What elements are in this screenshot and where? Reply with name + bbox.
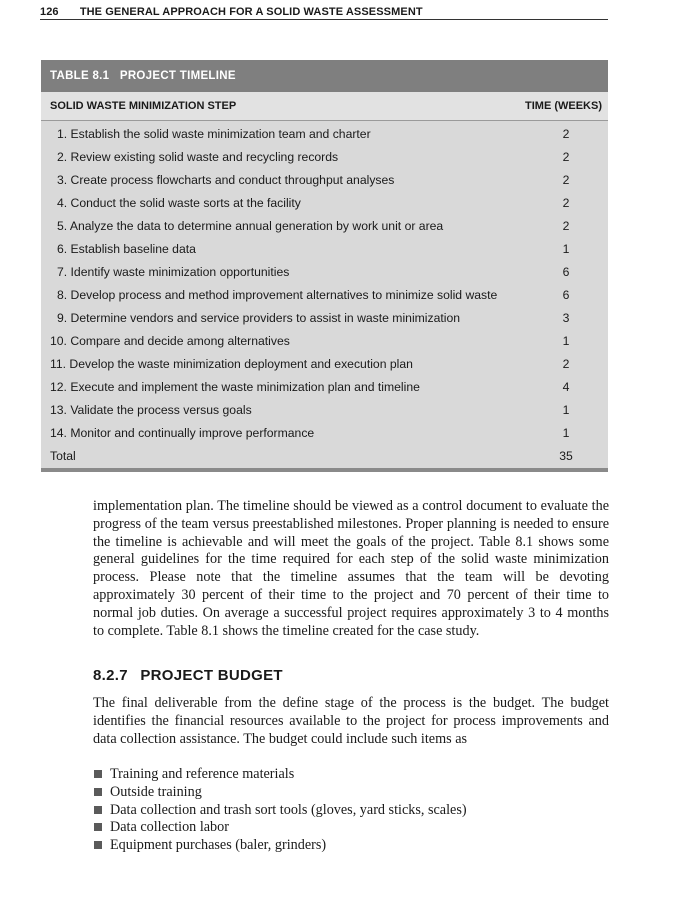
step-cell: 2. Review existing solid waste and recycling records — [57, 150, 339, 164]
step-cell: 3. Create process flowcharts and conduct throughput analyses — [57, 173, 395, 187]
square-bullet-icon — [94, 770, 102, 778]
time-cell: 6 — [562, 265, 570, 279]
step-cell: 8. Develop process and method improvement alternatives to minimize solid waste — [57, 288, 498, 302]
list-item-text: Data collection labor — [110, 819, 229, 836]
budget-items-list — [93, 766, 467, 855]
step-cell: 7. Identify waste minimization opportunities — [57, 265, 290, 279]
step-cell: 4. Conduct the solid waste sorts at the facility — [57, 196, 301, 210]
list-item — [93, 784, 467, 802]
time-cell: 2 — [562, 219, 570, 233]
table-row — [41, 216, 608, 239]
step-cell: 6. Establish baseline data — [57, 242, 196, 256]
section-number: 8.2.7 — [93, 667, 128, 684]
section-title: PROJECT BUDGET — [140, 667, 283, 684]
step-cell: 5. Analyze the data to determine annual generation by work unit or area — [57, 219, 444, 233]
list-item-text: Outside training — [110, 783, 202, 800]
table-title: TABLE 8.1 PROJECT TIMELINE — [41, 60, 608, 92]
section-heading — [93, 667, 283, 684]
table-row — [41, 124, 608, 147]
step-cell: 13. Validate the process versus goals — [50, 403, 252, 417]
running-head-title: THE GENERAL APPROACH FOR A SOLID WASTE ASSESSMENT — [79, 6, 423, 18]
table-row — [41, 377, 608, 400]
table-header — [41, 92, 608, 121]
time-cell: 3 — [562, 311, 570, 325]
table-row — [41, 193, 608, 216]
table-row — [41, 147, 608, 170]
table-body — [41, 121, 608, 469]
step-cell: 9. Determine vendors and service providers to assist in waste minimization — [57, 311, 461, 325]
total-value: 35 — [559, 449, 573, 463]
step-cell: 14. Monitor and continually improve performance — [50, 426, 315, 440]
step-cell: 11. Develop the waste minimization deployment and execution plan — [50, 357, 413, 371]
square-bullet-icon — [94, 841, 102, 849]
table-row — [41, 331, 608, 354]
list-item — [93, 766, 467, 784]
table-row — [41, 262, 608, 285]
page-number: 126 — [40, 6, 59, 18]
square-bullet-icon — [94, 823, 102, 831]
square-bullet-icon — [94, 806, 102, 814]
time-cell: 4 — [562, 380, 570, 394]
table-row — [41, 308, 608, 331]
time-cell: 2 — [562, 127, 570, 141]
step-cell: 1. Establish the solid waste minimization team and charter — [57, 127, 371, 141]
time-cell: 1 — [562, 403, 570, 417]
total-label: Total — [50, 449, 76, 463]
column-header-time: TIME (WEEKS) — [525, 100, 602, 112]
list-item — [93, 802, 467, 820]
table-row — [41, 239, 608, 262]
list-item — [93, 837, 467, 855]
step-cell: 10. Compare and decide among alternatives — [50, 334, 290, 348]
step-cell: 12. Execute and implement the waste minimization plan and timeline — [50, 380, 420, 394]
project-timeline-table — [41, 60, 608, 472]
table-row — [41, 285, 608, 308]
time-cell: 1 — [562, 426, 570, 440]
table-total-row — [41, 446, 608, 469]
table-row — [41, 354, 608, 377]
time-cell: 1 — [562, 242, 570, 256]
time-cell: 1 — [562, 334, 570, 348]
list-item — [93, 819, 467, 837]
column-header-step: SOLID WASTE MINIMIZATION STEP — [50, 100, 237, 112]
list-item-text: Training and reference materials — [110, 766, 295, 782]
time-cell: 2 — [562, 150, 570, 164]
body-paragraph: implementation plan. The timeline should be viewed as a control document to evaluate the progress of the team versus preestablished milestones. Proper planning is needed to ensure the timeline is achievable and will meet the goals of the project. Table 8.1 shows some general guidelines for the time required for each step of the solid waste minimization process. Please note that the timeline assumes that the team will be devoting approximately 30 percent of their time to the project and 70 percent of their time to normal job duties. On average a successful project requires approximately 3 to 4 months to complete. Table 8.1 shows the timeline created for the case study. — [93, 498, 609, 639]
table-row — [41, 170, 608, 193]
running-head — [40, 6, 608, 20]
list-item-text: Data collection and trash sort tools (gloves, yard sticks, scales) — [110, 801, 467, 818]
time-cell: 2 — [562, 173, 570, 187]
square-bullet-icon — [94, 788, 102, 796]
table-row — [41, 423, 608, 446]
table-row — [41, 400, 608, 423]
time-cell: 2 — [562, 357, 570, 371]
time-cell: 2 — [562, 196, 570, 210]
list-item-text: Equipment purchases (baler, grinders) — [110, 837, 327, 854]
body-paragraph: The final deliverable from the define stage of the process is the budget. The budget identifies the financial resources available to the project for process improvements and data collection assistance. The budget could include such items as — [93, 695, 609, 747]
time-cell: 6 — [562, 288, 570, 302]
